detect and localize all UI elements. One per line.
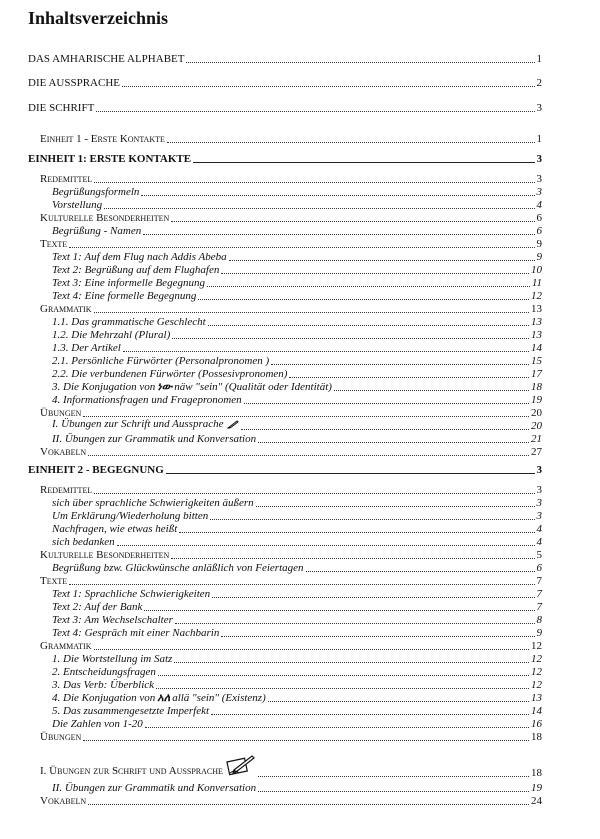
toc-entry-vokabeln-2[interactable] <box>40 794 542 808</box>
toc-entry-label: EINHEIT 2 - BEGEGNUNG <box>28 464 164 476</box>
toc-entry-nachfragen[interactable] <box>52 522 542 536</box>
dot-leader <box>244 403 529 404</box>
toc-entry-einheit1[interactable] <box>28 152 542 166</box>
toc-entry-uebungen-schrift-2[interactable] <box>40 766 542 780</box>
dot-leader <box>212 597 534 598</box>
toc-page-number: 11 <box>531 277 542 289</box>
toc-entry-label: 1. Die Wortstellung im Satz <box>52 653 173 665</box>
toc-page-number: 6 <box>536 225 542 237</box>
dot-leader <box>96 111 534 112</box>
toc-entry-uebungen-2[interactable] <box>40 730 542 744</box>
dot-leader <box>208 325 529 326</box>
toc-entry-label: Text 3: Eine informelle Begegnung <box>52 277 205 289</box>
toc-entry-label: II. Übungen zur Grammatik und Konversation <box>52 782 257 794</box>
toc-entry-text1-2[interactable] <box>52 587 542 601</box>
toc-entry-label: 2.1. Persönliche Fürwörter (Personalpronomen ) <box>52 355 270 367</box>
toc-entry-texte-2[interactable] <box>40 574 542 588</box>
toc-entry-label: Vorstellung <box>52 199 103 211</box>
dot-leader <box>156 688 529 689</box>
toc-entry-text4[interactable] <box>52 289 542 303</box>
toc-entry-label: Texte <box>40 575 68 587</box>
toc-page-number: 7 <box>536 588 542 600</box>
toc-page-number: 19 <box>531 782 542 794</box>
pen-writing-icon <box>227 419 239 433</box>
toc-entry-label: Texte <box>40 238 68 250</box>
toc-entry-alphabet[interactable] <box>28 52 542 66</box>
dot-leader <box>94 312 529 313</box>
toc-page-number: 2 <box>536 77 542 89</box>
toc-entry-personalpronomen[interactable] <box>52 354 542 368</box>
toc-page-number: 13 <box>531 316 542 328</box>
toc-page-number: 19 <box>531 394 542 406</box>
dot-leader <box>268 701 529 702</box>
amharic-glyph: ነው <box>157 380 173 393</box>
toc-page-number: 4 <box>536 199 542 211</box>
toc-entry-label: Text 4: Eine formelle Begegnung <box>52 290 197 302</box>
dot-leader <box>229 260 535 261</box>
toc-entry-text2-2[interactable] <box>52 600 542 614</box>
toc-entry-possesivpronomen[interactable] <box>52 367 542 381</box>
toc-entry-label: Text 1: Auf dem Flug nach Addis Abeba <box>52 251 227 263</box>
toc-entry-label: 3. Das Verb: Überblick <box>52 679 155 691</box>
dot-leader <box>186 62 534 63</box>
toc-page-number: 13 <box>531 329 542 341</box>
toc-page-number: 18 <box>531 731 542 743</box>
toc-entry-label: Text 1: Sprachliche Schwierigkeiten <box>52 588 211 600</box>
toc-entry-label: Text 4: Gespräch mit einer Nachbarin <box>52 627 220 639</box>
toc-page-number: 3 <box>536 464 542 476</box>
toc-entry-label: I. Übungen zur Schrift und Aussprache <box>40 765 223 777</box>
toc-entry-begruessungsformeln[interactable] <box>52 185 542 199</box>
toc-page-number: 20 <box>531 407 542 419</box>
toc-entry-feiertage[interactable] <box>52 561 542 575</box>
toc-page-number: 4 <box>536 536 542 548</box>
dot-leader <box>289 377 529 378</box>
pen-writing-icon <box>226 754 256 780</box>
rule-leader <box>166 473 535 474</box>
toc-entry-label: Kulturelle Besonderheiten <box>40 549 170 561</box>
toc-page-number: 13 <box>531 303 542 315</box>
dot-leader <box>241 429 529 430</box>
toc-page-number: 12 <box>531 290 542 302</box>
toc-entry-schwierigkeiten[interactable] <box>52 496 542 510</box>
toc-entry-text1[interactable] <box>52 250 542 264</box>
dot-leader <box>88 804 529 805</box>
toc-page-number: 3 <box>536 186 542 198</box>
toc-entry-label: Text 2: Auf der Bank <box>52 601 143 613</box>
dot-leader <box>83 740 529 741</box>
toc-page-number: 9 <box>536 238 542 250</box>
dot-leader <box>141 195 534 196</box>
toc-entry-verb-ueberblick[interactable] <box>52 678 542 692</box>
toc-entry-redemittel[interactable] <box>40 172 542 186</box>
toc-entry-uebungen-grammatik-2[interactable] <box>52 781 542 795</box>
toc-page-number: 18 <box>531 381 542 393</box>
toc-entry-grammatik-2[interactable] <box>40 639 542 653</box>
dot-leader <box>123 351 529 352</box>
toc-entry-label: II. Übungen zur Grammatik und Konversation <box>52 433 257 445</box>
toc-page-number: 17 <box>531 368 542 380</box>
dot-leader <box>221 273 529 274</box>
dot-leader <box>69 584 534 585</box>
dot-leader <box>158 675 529 676</box>
dot-leader <box>256 506 535 507</box>
dot-leader <box>117 545 535 546</box>
dot-leader <box>88 455 529 456</box>
toc-entry-label: DIE SCHRIFT <box>28 102 95 114</box>
dot-leader <box>171 558 534 559</box>
toc-entry-label: 1.3. Der Artikel <box>52 342 121 354</box>
toc-entry-mehrzahl[interactable] <box>52 328 542 342</box>
toc-entry-label: Text 2: Begrüßung auf dem Flughafen <box>52 264 220 276</box>
toc-entry-bedanken[interactable] <box>52 535 542 549</box>
toc-page-number: 14 <box>531 705 542 717</box>
toc-entry-label-suffix: allä "sein" (Existenz) <box>172 692 266 704</box>
toc-entry-vokabeln[interactable] <box>40 445 542 459</box>
toc-entry-uebungen-grammatik[interactable] <box>52 432 542 446</box>
dot-leader <box>174 662 529 663</box>
toc-entry-label: EINHEIT 1: ERSTE KONTAKTE <box>28 153 192 165</box>
toc-page-number: 15 <box>531 355 542 367</box>
toc-page-number: 18 <box>531 767 542 779</box>
toc-page-number: 4 <box>536 523 542 535</box>
toc-page-number: 27 <box>531 446 542 458</box>
toc-page-number: 7 <box>536 575 542 587</box>
toc-page-number: 7 <box>536 601 542 613</box>
toc-entry-label: 2.2. Die verbundenen Fürwörter (Possesivpronomen) <box>52 368 288 380</box>
toc-entry-konjugation-naew[interactable] <box>52 380 542 394</box>
toc-entry-label: sich über sprachliche Schwierigkeiten äußern <box>52 497 254 509</box>
toc-entry-artikel[interactable] <box>52 341 542 355</box>
dot-leader <box>171 221 534 222</box>
dot-leader <box>83 416 529 417</box>
toc-entry-informationsfragen[interactable] <box>52 393 542 407</box>
toc-entry-label: Redemittel <box>40 484 93 496</box>
toc-entry-label: 5. Das zusammengesetzte Imperfekt <box>52 705 210 717</box>
toc-entry-aussprache[interactable] <box>28 76 542 90</box>
toc-entry-label: DAS AMHARISCHE ALPHABET <box>28 53 185 65</box>
toc-page-number: 5 <box>536 549 542 561</box>
dot-leader <box>271 364 529 365</box>
toc-entry-grammatik[interactable] <box>40 302 542 316</box>
dot-leader <box>258 776 529 777</box>
rule-leader <box>193 162 534 163</box>
toc-entry-label: Begrüßung - Namen <box>52 225 142 237</box>
toc-entry-text3[interactable] <box>52 276 542 290</box>
toc-page-number: 12 <box>531 679 542 691</box>
toc-entry-einheit1-heading[interactable] <box>40 132 542 146</box>
dot-leader <box>94 649 529 650</box>
dot-leader <box>94 493 534 494</box>
toc-entry-label: Vokabeln <box>40 446 87 458</box>
toc-page-number: 12 <box>531 653 542 665</box>
toc-entry-entscheidungsfragen[interactable] <box>52 665 542 679</box>
amharic-glyph: አለ <box>157 691 171 704</box>
toc-page-number: 12 <box>531 640 542 652</box>
toc-entry-label: Vokabeln <box>40 795 87 807</box>
toc-page-number: 10 <box>531 264 542 276</box>
toc-entry-label: Einheit 1 - Erste Kontakte <box>40 133 165 145</box>
toc-page-number: 9 <box>536 627 542 639</box>
dot-leader <box>172 338 529 339</box>
dot-leader <box>210 519 534 520</box>
toc-entry-begruessung-namen[interactable] <box>52 224 542 238</box>
toc-entry-label: 1.2. Die Mehrzahl (Plural) <box>52 329 171 341</box>
toc-entry-text2[interactable] <box>52 263 542 277</box>
dot-leader <box>145 727 529 728</box>
toc-page-number: 3 <box>536 510 542 522</box>
dot-leader <box>207 286 530 287</box>
toc-page-number: 6 <box>536 562 542 574</box>
toc-entry-label: Kulturelle Besonderheiten <box>40 212 170 224</box>
toc-entry-label-suffix: näw "sein" (Qualität oder Identität) <box>174 381 332 393</box>
toc-entry-label: Redemittel <box>40 173 93 185</box>
dot-leader <box>144 610 534 611</box>
toc-entry-label: Um Erklärung/Wiederholung bitten <box>52 510 209 522</box>
dot-leader <box>104 208 534 209</box>
toc-page-number: 3 <box>536 484 542 496</box>
toc-page-number: 20 <box>531 420 542 432</box>
toc-page-number: 12 <box>531 666 542 678</box>
toc-page-number: 16 <box>531 718 542 730</box>
toc-entry-label: Begrüßungsformeln <box>52 186 140 198</box>
toc-entry-redemittel-2[interactable] <box>40 483 542 497</box>
toc-entry-wortstellung[interactable] <box>52 652 542 666</box>
dot-leader <box>258 442 529 443</box>
toc-entry-konjugation-allae[interactable] <box>52 691 542 705</box>
page-title: Inhaltsverzeichnis <box>28 8 169 28</box>
toc-page-number: 6 <box>536 212 542 224</box>
toc-entry-label: Nachfragen, wie etwas heißt <box>52 523 178 535</box>
toc-entry-kulturelle-2[interactable] <box>40 548 542 562</box>
toc-entry-label: 2. Entscheidungsfragen <box>52 666 156 678</box>
toc-page-number: 9 <box>536 251 542 263</box>
toc-entry-label: Übungen <box>40 731 82 743</box>
toc-page-number: 3 <box>536 153 542 165</box>
toc-entry-text3-2[interactable] <box>52 613 542 627</box>
toc-page-number: 14 <box>531 342 542 354</box>
toc-entry-label: 4. Die Konjugation von <box>52 692 156 704</box>
toc-entry-text4-2[interactable] <box>52 626 542 640</box>
dot-leader <box>143 234 534 235</box>
toc-entry-label: 1.1. Das grammatische Geschlecht <box>52 316 206 328</box>
toc-entry-label: Grammatik <box>40 640 92 652</box>
toc-page-number: 1 <box>536 53 542 65</box>
toc-page-number: 3 <box>536 173 542 185</box>
dot-leader <box>198 299 529 300</box>
toc-entry-label: Begrüßung bzw. Glückwünsche anläßlich von Feiertagen <box>52 562 304 574</box>
dot-leader <box>258 791 529 792</box>
toc-entry-label: Die Zahlen von 1-20 <box>52 718 143 730</box>
toc-entry-imperfekt[interactable] <box>52 704 542 718</box>
dot-leader <box>179 532 534 533</box>
toc-page-number: 3 <box>536 497 542 509</box>
toc-page-number: 3 <box>536 102 542 114</box>
dot-leader <box>334 390 529 391</box>
toc-entry-label: sich bedanken <box>52 536 115 548</box>
dot-leader <box>94 182 534 183</box>
toc-page-number: 21 <box>531 433 542 445</box>
toc-entry-vorstellung[interactable] <box>52 198 542 212</box>
toc-entry-texte[interactable] <box>40 237 542 251</box>
toc-entry-geschlecht[interactable] <box>52 315 542 329</box>
toc-entry-erklaerung[interactable] <box>52 509 542 523</box>
toc-entry-label: DIE AUSSPRACHE <box>28 77 120 89</box>
toc-entry-einheit2[interactable] <box>28 463 542 477</box>
toc-entry-uebungen-schrift[interactable] <box>52 419 542 433</box>
dot-leader <box>221 636 534 637</box>
toc-page-number: 24 <box>531 795 542 807</box>
toc-entry-kulturelle-besonderheiten[interactable] <box>40 211 542 225</box>
toc-page-number: 13 <box>531 692 542 704</box>
dot-leader <box>69 247 534 248</box>
toc-page-number: 1 <box>536 133 542 145</box>
dot-leader <box>122 86 535 87</box>
toc-entry-schrift[interactable] <box>28 101 542 115</box>
toc-entry-label: Übungen <box>40 407 82 419</box>
toc-entry-label: I. Übungen zur Schrift und Aussprache <box>52 418 224 430</box>
dot-leader <box>306 571 535 572</box>
toc-page-number: 8 <box>536 614 542 626</box>
toc-entry-zahlen[interactable] <box>52 717 542 731</box>
toc-entry-label: 3. Die Konjugation von <box>52 381 156 393</box>
toc-entry-label: Text 3: Am Wechselschalter <box>52 614 173 626</box>
dot-leader <box>167 142 535 143</box>
toc-entry-label: Grammatik <box>40 303 92 315</box>
dot-leader <box>175 623 535 624</box>
dot-leader <box>211 714 529 715</box>
toc-entry-label: 4. Informationsfragen und Fragepronomen <box>52 394 242 406</box>
